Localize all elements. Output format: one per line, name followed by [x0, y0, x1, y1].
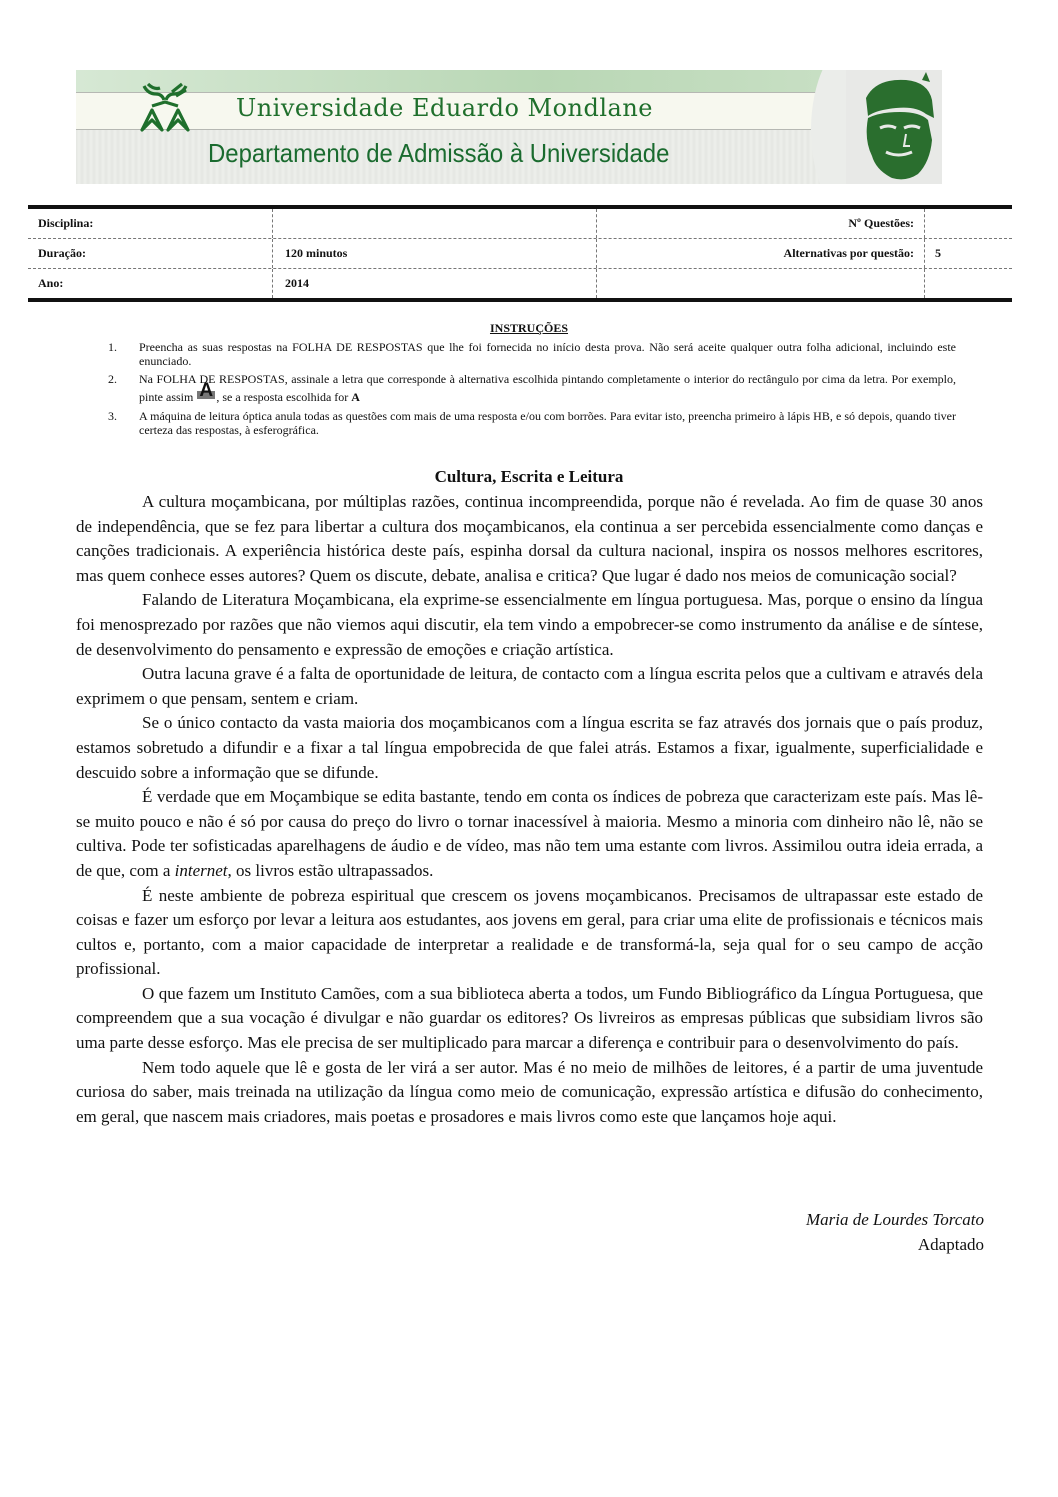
article-paragraph: A cultura moçambicana, por múltiplas razões, continua incompreendida, porque não é revelada. Ao fim de quase 30 anos de independência, que se fez para libertar a cultura dos moçambicanos, ela continua a ser percebida essencialmente como danças e canções tradicionais. A experiência histórica deste país, espinha dorsal da cultura nacional, inspira os nossos melhores escritores, mas quem conhece esses autores? Quem os discute, debate, analisa e critica? Que lugar é dado nos meios de comunicação social?	[76, 492, 983, 585]
value-alternativas: 5	[935, 246, 941, 260]
university-name: Universidade Eduardo Mondlane	[236, 94, 654, 122]
filled-answer-box-icon: A	[197, 388, 215, 402]
signature-block	[806, 1207, 984, 1257]
instruction-number: 1.	[108, 340, 117, 354]
empty-cell	[597, 269, 925, 298]
instructions-list	[108, 340, 956, 440]
article-title: Cultura, Escrita e Leitura	[434, 467, 624, 486]
instruction-item	[108, 340, 956, 368]
empty-cell	[925, 269, 1012, 298]
info-row-ano	[28, 269, 1012, 298]
article-paragraph: O que fazem um Instituto Camões, com a sua biblioteca aberta a todos, um Fundo Bibliográfico da Língua Portuguesa, que compreendem que a sua vocação é divulgar e não guardar os editores? Os livreiros as empresas públicas que subsidiam livros são uma parte desse esforço. Mas ele precisa de ser multiplicado para marcar a diferença e contribuir para o desenvolvimento do país.	[76, 983, 983, 1053]
header-banner	[76, 70, 942, 184]
instruction-number: 3.	[108, 409, 117, 423]
instruction-text: Preencha as suas respostas na FOLHA DE RESPOSTAS que lhe foi fornecida no início desta prova. Não será aceite qualquer outra folha adicional, incluindo este enunciado.	[139, 340, 956, 368]
article-body	[76, 490, 983, 1129]
instruction-item	[108, 371, 956, 406]
adapted-note: Adaptado	[917, 1235, 984, 1254]
instructions-title: INSTRUÇÕES	[489, 321, 569, 335]
label-n-questoes: Nº Questões:	[597, 209, 925, 238]
author-name: Maria de Lourdes Torcato	[805, 1210, 984, 1229]
label-alternativas: Alternativas por questão:	[597, 239, 925, 268]
university-logo-icon	[138, 80, 192, 134]
article-paragraph	[76, 785, 983, 883]
paragraph-text: É verdade que em Moçambique se edita bastante, tendo em conta os índices de pobreza que caracterizam este país. Mas lê-se muito pouco e não é só por causa do preço do livro o tornar inacessível à maioria. Mesmo a minoria com dinheiro não lê, não se cultiva. Pode ter sofisticadas aparelhagens de áudio e de vídeo, mas não tem uma estante com livros. Assimilou outra ideia errada, a de que, com a	[76, 787, 983, 880]
value-n-questoes	[925, 209, 1012, 238]
info-row-disciplina	[28, 209, 1012, 239]
paragraph-text: , os livros estão ultrapassados.	[227, 860, 434, 880]
instruction-text-before: Na FOLHA DE RESPOSTAS, assinale a letra que corresponde à alternativa escolhida pintando completamente o interior do rectângulo por cima da letra. Por exemplo, pinte assim	[139, 372, 956, 404]
info-row-duracao	[28, 239, 1012, 269]
italic-term: internet	[174, 860, 228, 880]
instruction-number: 2.	[108, 372, 117, 386]
article-paragraph: Outra lacuna grave é a falta de oportunidade de leitura, de contacto com a língua escrita pelos que a cultivam e através dela exprimem o que pensam, sentem e criam.	[76, 664, 983, 708]
value-ano: 2014	[273, 269, 597, 298]
instruction-item	[108, 409, 956, 437]
value-disciplina	[273, 209, 597, 238]
label-ano: Ano:	[28, 269, 273, 298]
instruction-text: A máquina de leitura óptica anula todas as questões com mais de uma resposta e/ou com borrões. Para evitar isto, preencha primeiro à lápis HB, e só depois, quando tiver certeza das respostas, à esferográfica.	[139, 409, 956, 437]
value-duracao: 120 minutos	[273, 239, 597, 268]
article-paragraph: Nem todo aquele que lê e gosta de ler virá a ser autor. Mas é no meio de milhões de leitores, é a partir de uma juventude curiosa do saber, mais treinada na utilização da língua como meio de comunicação, expressão artística e difusão do conhecimento, em geral, que nascem mais criadores, mais poetas e prosadores e mais livros como este que lançamos hoje aqui.	[76, 1057, 983, 1126]
portrait-image	[846, 70, 942, 184]
exam-info-table	[28, 205, 1012, 302]
banner-band-top	[76, 70, 856, 92]
article-paragraph: Falando de Literatura Moçambicana, ela exprime-se essencialmente em língua portuguesa. Mas, porque o ensino da língua foi menosprezado por razões que não viemos aqui discutir, ela tem vindo a empobrecer-se como instrumento da análise e de síntese, de desenvolvimento do pensamento e expressão de emoções e criação artística.	[76, 590, 983, 659]
instruction-text-after: , se a resposta escolhida for	[216, 390, 352, 404]
instruction-text	[139, 371, 956, 406]
label-disciplina: Disciplina:	[28, 209, 273, 238]
answer-letter: A	[351, 390, 360, 404]
label-duracao: Duração:	[28, 239, 273, 268]
article-paragraph: É neste ambiente de pobreza espiritual que crescem os jovens moçambicanos. Precisamos de ultrapassar este estado de coisas e fazer um esforço por levar a leitura aos estudantes, aos jovens em geral, para criar uma elite de profissionais e técnicos mais cultos e, portanto, com a maior capacidade de interpretar a realidade e de transformá-la, seja qual for o seu campo de acção profissional.	[76, 885, 983, 979]
article-paragraph: Se o único contacto da vasta maioria dos moçambicanos com a língua escrita se faz através dos jornais que o país produz, estamos sobretudo a difundir e a fixar a tal língua empobrecida de que falei atrás. Estamos a fixar, igualmente, superficialidade e descuido sobre a informação que se difunde.	[76, 713, 983, 782]
department-name: Departamento de Admissão à Universidade	[208, 138, 670, 168]
